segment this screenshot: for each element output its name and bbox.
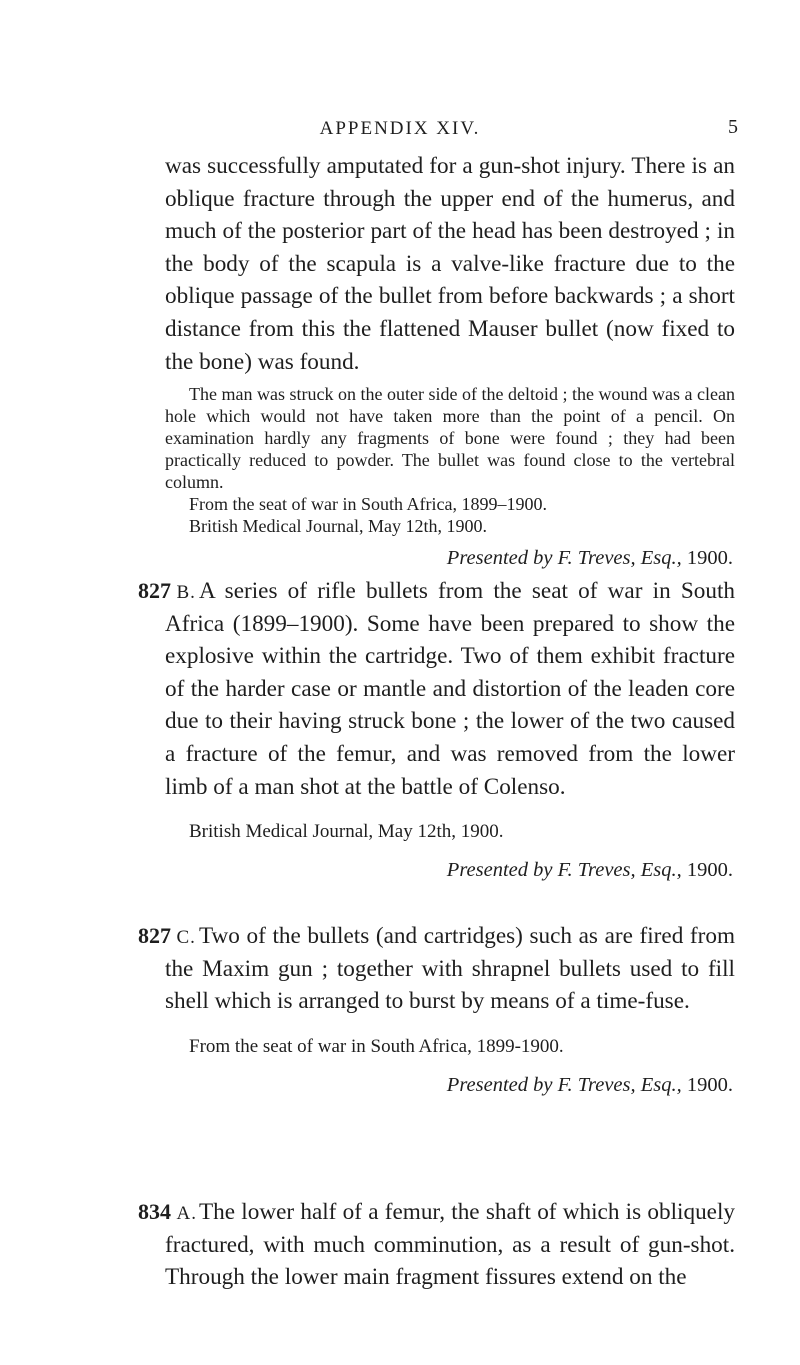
presented-by-line: [165, 545, 735, 571]
entry-description: Two of the bullets (and cartridges) such as are fired from the Maxim gun ; together with shrapnel bullets used to fill shell which is arranged to burst by means of a time-fuse.: [165, 923, 735, 1015]
entry-827c: [138, 920, 735, 1098]
journal-reference: British Medical Journal, May 12th, 1900.: [189, 516, 487, 537]
continued-paragraph: was successfully amputated for a gun-shot injury. There is an oblique fracture through the upper end of the humerus, and much of the posterior part of the head has been destroyed ; in the body of the scapula is a valve-like fracture due to the oblique passage of the bullet from before backwards ; a short distance from this the flattened Mauser bullet (now fixed to the bone) was found.: [165, 153, 735, 375]
presented-by-text: Presented by F. Treves, Esq.,: [446, 547, 682, 570]
entry-suffix: C.: [176, 927, 196, 948]
presented-by-line: [165, 857, 735, 883]
entry-suffix: A.: [176, 1203, 197, 1224]
entry-number-value: 827: [138, 578, 171, 603]
presented-by-text: Presented by F. Treves, Esq.,: [446, 1073, 682, 1096]
page-number: 5: [728, 116, 738, 138]
entry-number: [138, 575, 196, 610]
entry-number: [138, 920, 196, 955]
entry-834a: [138, 1196, 735, 1294]
entry-number-value: 827: [138, 923, 171, 948]
entry-suffix: B.: [176, 582, 196, 603]
presented-by-text: Presented by F. Treves, Esq.,: [446, 859, 682, 882]
presented-by-line: [165, 1072, 735, 1098]
entry-source: British Medical Journal, May 12th, 1900.: [189, 821, 504, 843]
presented-year: 1900.: [686, 859, 733, 882]
source-line: From the seat of war in South Africa, 1899–1900.: [189, 494, 547, 515]
presented-year: 1900.: [686, 547, 733, 570]
running-head: APPENDIX XIV.: [319, 118, 481, 139]
entry-description: A series of rifle bullets from the seat of war in South Africa (1899–1900). Some have been prepared to show the explosive within the cartridge. Two of them exhibit fracture of the harder case or mantle and distortion of the leaden core due to their having struck bone ; the lower of the two caused a fracture of the femur, and was removed from the lower limb of a man shot at the battle of Colenso.: [165, 578, 735, 800]
entry-source: From the seat of war in South Africa, 1899-1900.: [189, 1035, 564, 1057]
entry-description: The lower half of a femur, the shaft of which is obliquely fractured, with much comminution, as a result of gun-shot. Through the lower main fragment fissures extend on the: [165, 1199, 735, 1291]
presented-year: 1900.: [686, 1073, 733, 1096]
entry-827b: [138, 575, 735, 883]
clinical-note: The man was struck on the outer side of the deltoid ; the wound was a clean hole which would not have taken more than the point of a pencil. On examination hardly any fragments of bone were found ; they had been practically reduced to powder. The bullet was found close to the vertebral column.: [165, 384, 735, 493]
entry-number: [138, 1196, 197, 1231]
entry-number-value: 834: [138, 1199, 171, 1224]
continued-entry: [165, 150, 735, 571]
